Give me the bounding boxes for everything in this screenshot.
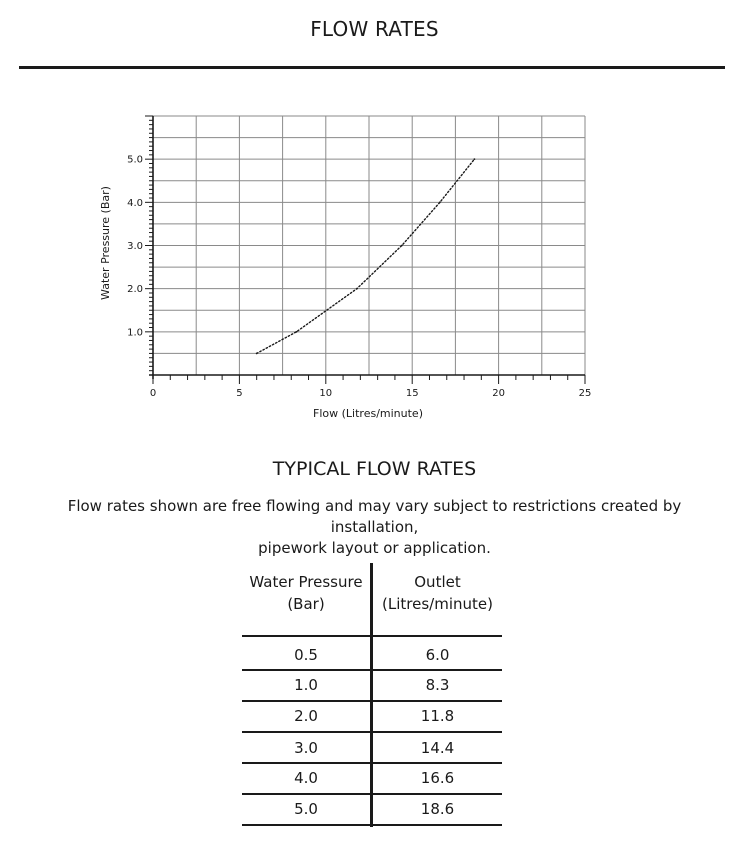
data-point	[439, 201, 441, 203]
data-point	[296, 331, 298, 333]
chart-grid	[153, 116, 585, 375]
page-title: FLOW RATES	[310, 17, 439, 41]
data-point	[474, 158, 476, 160]
header-water-pressure-line1: Water Pressure	[249, 573, 363, 591]
table-cell-outlet: 18.6	[420, 800, 455, 818]
title-divider	[19, 66, 725, 69]
x-tick-label: 25	[578, 388, 592, 399]
y-tick-label: 2.0	[127, 284, 143, 296]
note-line-2: pipework layout or application.	[258, 539, 491, 557]
header-water-pressure	[242, 571, 370, 615]
y-tick-label: 4.0	[127, 197, 143, 209]
x-tick-label: 15	[405, 388, 419, 399]
y-tick-label: 5.0	[127, 154, 143, 166]
chart-series	[256, 158, 476, 354]
x-tick-label: 10	[319, 388, 333, 399]
flow-rate-chart	[0, 100, 749, 430]
y-axis-label: Water Pressure (Bar)	[99, 186, 112, 300]
table-cell-outlet: 14.4	[420, 739, 455, 757]
y-tick-label: 3.0	[127, 241, 143, 252]
y-tick-label: 1.0	[127, 327, 143, 339]
x-tick-label: 0	[149, 388, 157, 399]
table-cell-pressure: 0.5	[294, 646, 318, 664]
table-cell-pressure: 3.0	[294, 739, 318, 757]
table-cell-pressure: 1.0	[294, 676, 318, 694]
table-cell-outlet: 6.0	[425, 646, 450, 664]
table-cell-pressure: 4.0	[294, 769, 318, 787]
section-title: TYPICAL FLOW RATES	[272, 458, 477, 480]
table-cell-outlet: 16.6	[420, 769, 455, 787]
header-water-pressure-line2: (Bar)	[287, 595, 325, 613]
flow-rate-note	[40, 496, 709, 559]
data-point	[401, 245, 403, 247]
table-cell-pressure: 2.0	[294, 707, 318, 725]
data-point	[356, 288, 358, 290]
header-rule	[242, 635, 502, 637]
note-line-1: Flow rates shown are free flowing and may vary subject to restrictions created by installation,	[67, 497, 682, 536]
series-line	[257, 159, 475, 353]
chart-tick-labels	[127, 155, 591, 399]
chart-axes	[149, 116, 585, 379]
table-cell-outlet: 11.8	[420, 707, 455, 725]
header-outlet-line2: (Litres/minute)	[382, 595, 493, 613]
data-point	[256, 353, 258, 355]
header-outlet-line1: Outlet	[414, 573, 461, 591]
x-tick-label: 5	[236, 388, 243, 399]
header-outlet	[373, 571, 502, 615]
table-cell-pressure: 5.0	[294, 800, 318, 818]
x-tick-label: 20	[492, 388, 505, 399]
chart-ticks	[145, 116, 585, 384]
table-cell-outlet: 8.3	[425, 676, 450, 694]
flow-rate-table	[242, 563, 502, 827]
x-axis-label: Flow (Litres/minute)	[313, 407, 423, 420]
table-bottom-rule	[242, 824, 502, 826]
